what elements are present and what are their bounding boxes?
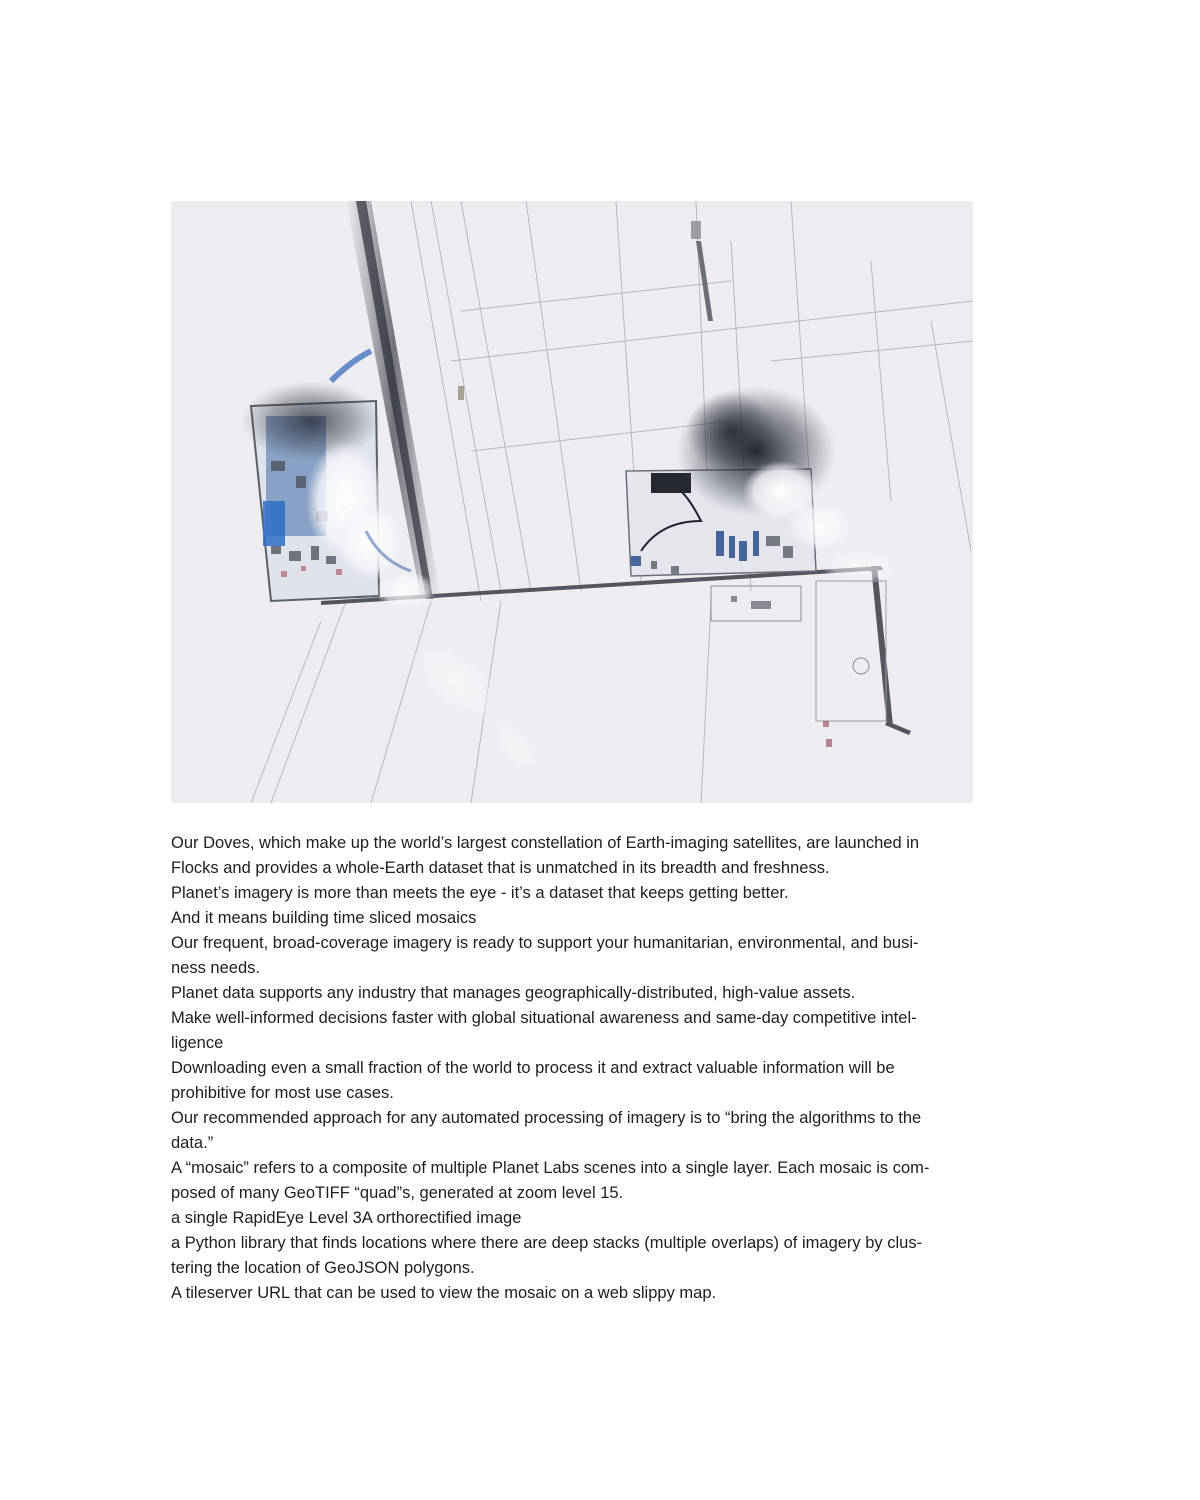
body-text [171,831,971,1306]
text-line: Flocks and provides a whole-Earth dataset that is unmatched in its breadth and freshness. [171,859,830,877]
text-line: And it means building time sliced mosaics [171,909,477,927]
text-line: Our Doves, which make up the world’s largest constellation of Earth-imaging satellites, are launched in [171,834,920,852]
satellite-photo-snowy-industrial-site-icon [171,201,973,803]
text-line: Our frequent, broad-coverage imagery is ready to support your humanitarian, environmental, and busi- [171,934,919,952]
text-line: tering the location of GeoJSON polygons. [171,1259,475,1277]
text-line: a Python library that finds locations where there are deep stacks (multiple overlaps) of imagery by clus- [171,1234,923,1252]
text-line: Planet data supports any industry that manages geographically-distributed, high-value assets. [171,984,856,1002]
text-line: ligence [171,1034,224,1052]
text-line: Planet’s imagery is more than meets the eye - it’s a dataset that keeps getting better. [171,884,789,902]
text-line: a single RapidEye Level 3A orthorectified image [171,1209,522,1227]
text-line: Make well-informed decisions faster with global situational awareness and same-day competitive intel- [171,1009,917,1027]
text-line: Our recommended approach for any automated processing of imagery is to “bring the algorithms to the [171,1109,922,1127]
text-line: prohibitive for most use cases. [171,1084,394,1102]
text-line: data.” [171,1134,214,1152]
satellite-image [171,201,973,803]
text-line: A “mosaic” refers to a composite of multiple Planet Labs scenes into a single layer. Each mosaic is com- [171,1159,930,1177]
text-line: ness needs. [171,959,260,977]
text-line: posed of many GeoTIFF “quad”s, generated at zoom level 15. [171,1184,624,1202]
text-line: A tileserver URL that can be used to view the mosaic on a web slippy map. [171,1284,717,1302]
text-line: Downloading even a small fraction of the world to process it and extract valuable information will be [171,1059,895,1077]
